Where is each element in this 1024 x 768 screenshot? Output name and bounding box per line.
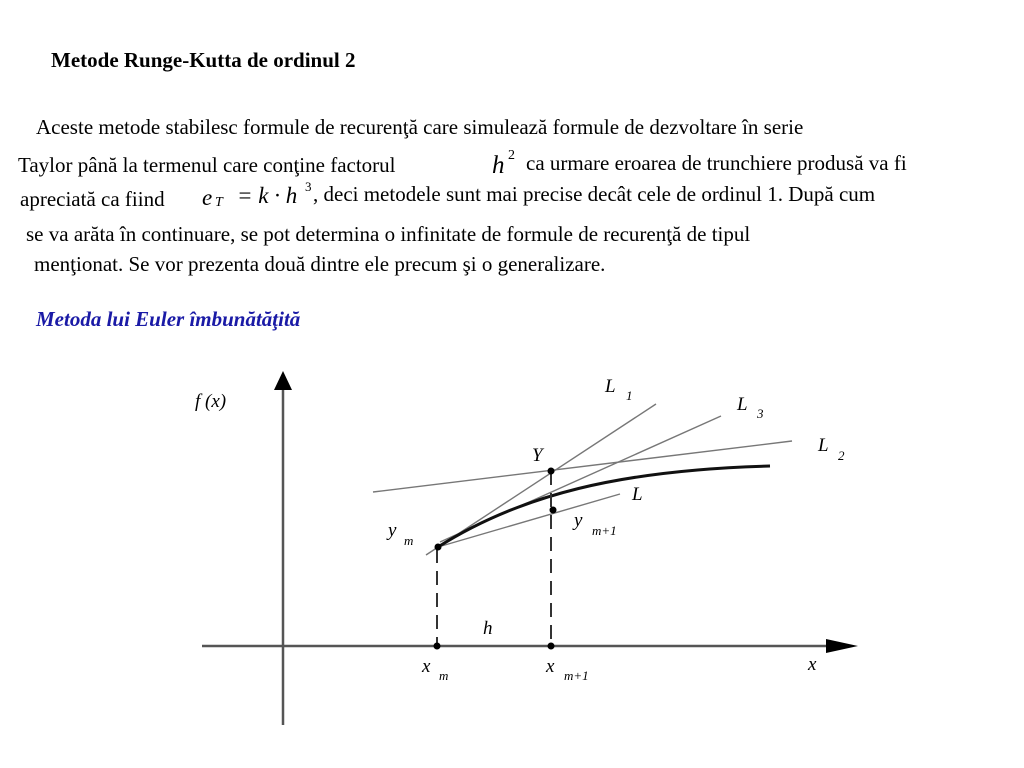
label-ym: y [388,520,397,541]
label-h: h [483,618,493,639]
label-Y: Y [532,445,543,466]
label-ym1-sub: m+1 [592,523,617,538]
x-axis-arrow [826,639,858,653]
error-subscript: T [215,195,223,210]
point-ym [435,544,442,551]
point-xm1 [548,643,555,650]
label-L1: L [605,376,616,397]
label-ym-sub: m [404,533,414,548]
point-Y [548,468,555,475]
y-axis-label: f (x) [195,391,227,412]
h-exponent: 2 [508,148,515,163]
label-xm: x [422,656,431,677]
page-title: Metode Runge-Kutta de ordinul 2 [51,48,356,72]
label-xm-sub: m [439,668,449,683]
paragraph-line-3b: , deci metodele sunt mai precise decât cele de ordinul 1. După cum [313,182,876,206]
label-xm1: x [546,656,555,677]
label-ym1: y [574,510,583,531]
label-L1-sub: 1 [626,388,633,403]
h-symbol: h [492,152,505,179]
paragraph-line-2b: ca urmare eroarea de trunchiere produsă va fi [526,151,907,175]
label-L: L [632,484,643,505]
paragraph-line-3a: apreciată ca fiind [20,187,165,211]
section-subtitle: Metoda lui Euler îmbunătăţită [36,307,301,331]
paragraph-line-1: Aceste metode stabilesc formule de recurenţă care simulează formule de dezvoltare în serie [36,115,804,139]
label-L2: L [818,435,829,456]
error-symbol: e [202,185,213,210]
paragraph-line-5: menţionat. Se vor prezenta două dintre ele precum şi o generalizare. [34,252,606,276]
paragraph-line-4: se va arăta în continuare, se pot determina o infinitate de formule de recurenţă de tipul [26,222,751,246]
x-axis-label: x [808,654,817,675]
label-L3: L [737,394,748,415]
point-xm [434,643,441,650]
paragraph-line-2a: Taylor până la termenul care conţine factorul [18,153,396,177]
label-xm1-sub: m+1 [564,668,589,683]
point-ym1 [550,507,557,514]
label-L2-sub: 2 [838,448,845,463]
y-axis-arrow [274,371,292,390]
error-formula: = k · h [237,183,298,208]
label-L3-sub: 3 [757,406,764,421]
error-exponent: 3 [305,179,312,194]
